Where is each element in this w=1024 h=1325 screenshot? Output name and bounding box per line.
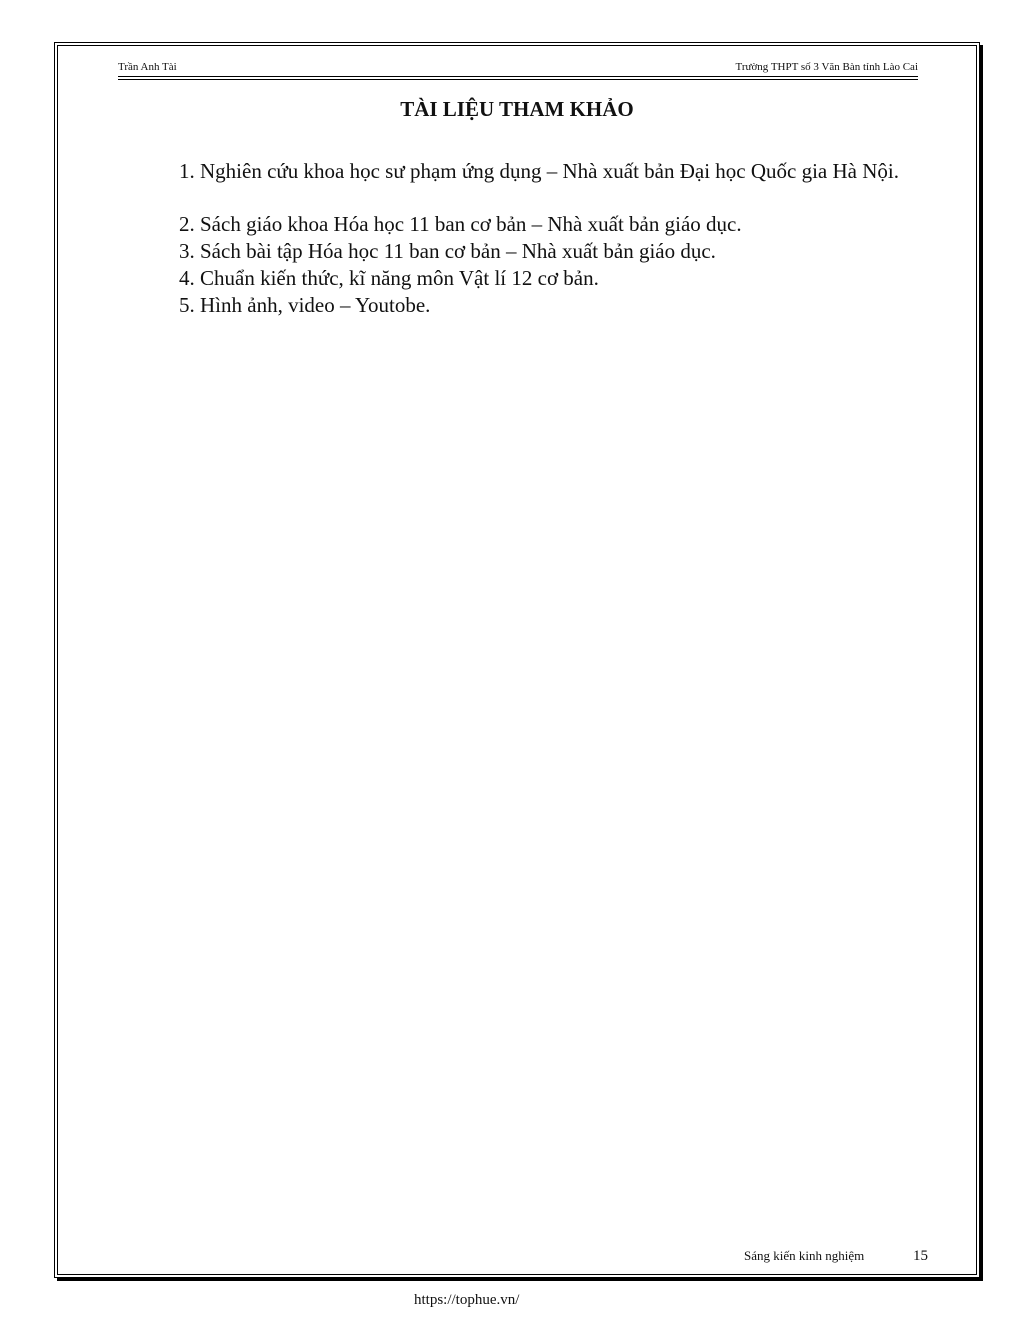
- source-url: https://tophue.vn/: [414, 1292, 520, 1308]
- header-rule: [118, 76, 918, 80]
- reference-item-1: 1. Nghiên cứu khoa học sư phạm ứng dụng – Nhà xuất bản Đại học Quốc gia Hà Nội.: [179, 159, 899, 183]
- reference-item-4: 4. Chuẩn kiến thức, kĩ năng môn Vật lí 12 cơ bản.: [179, 266, 599, 290]
- reference-list: [117, 158, 909, 319]
- reference-item-5: 5. Hình ảnh, video – Youtobe.: [179, 293, 431, 317]
- page-number: 15: [913, 1248, 928, 1264]
- footer-label: Sáng kiến kinh nghiệm: [744, 1248, 865, 1263]
- header-school: Trường THPT số 3 Văn Bàn tỉnh Lào Cai: [735, 61, 918, 73]
- reference-item-3: 3. Sách bài tập Hóa học 11 ban cơ bản – Nhà xuất bản giáo dục.: [179, 239, 716, 263]
- header-author: Trần Anh Tài: [118, 61, 177, 73]
- reference-item-2: 2. Sách giáo khoa Hóa học 11 ban cơ bản – Nhà xuất bản giáo dục.: [179, 212, 742, 236]
- page-title: TÀI LIỆU THAM KHẢO: [400, 97, 634, 121]
